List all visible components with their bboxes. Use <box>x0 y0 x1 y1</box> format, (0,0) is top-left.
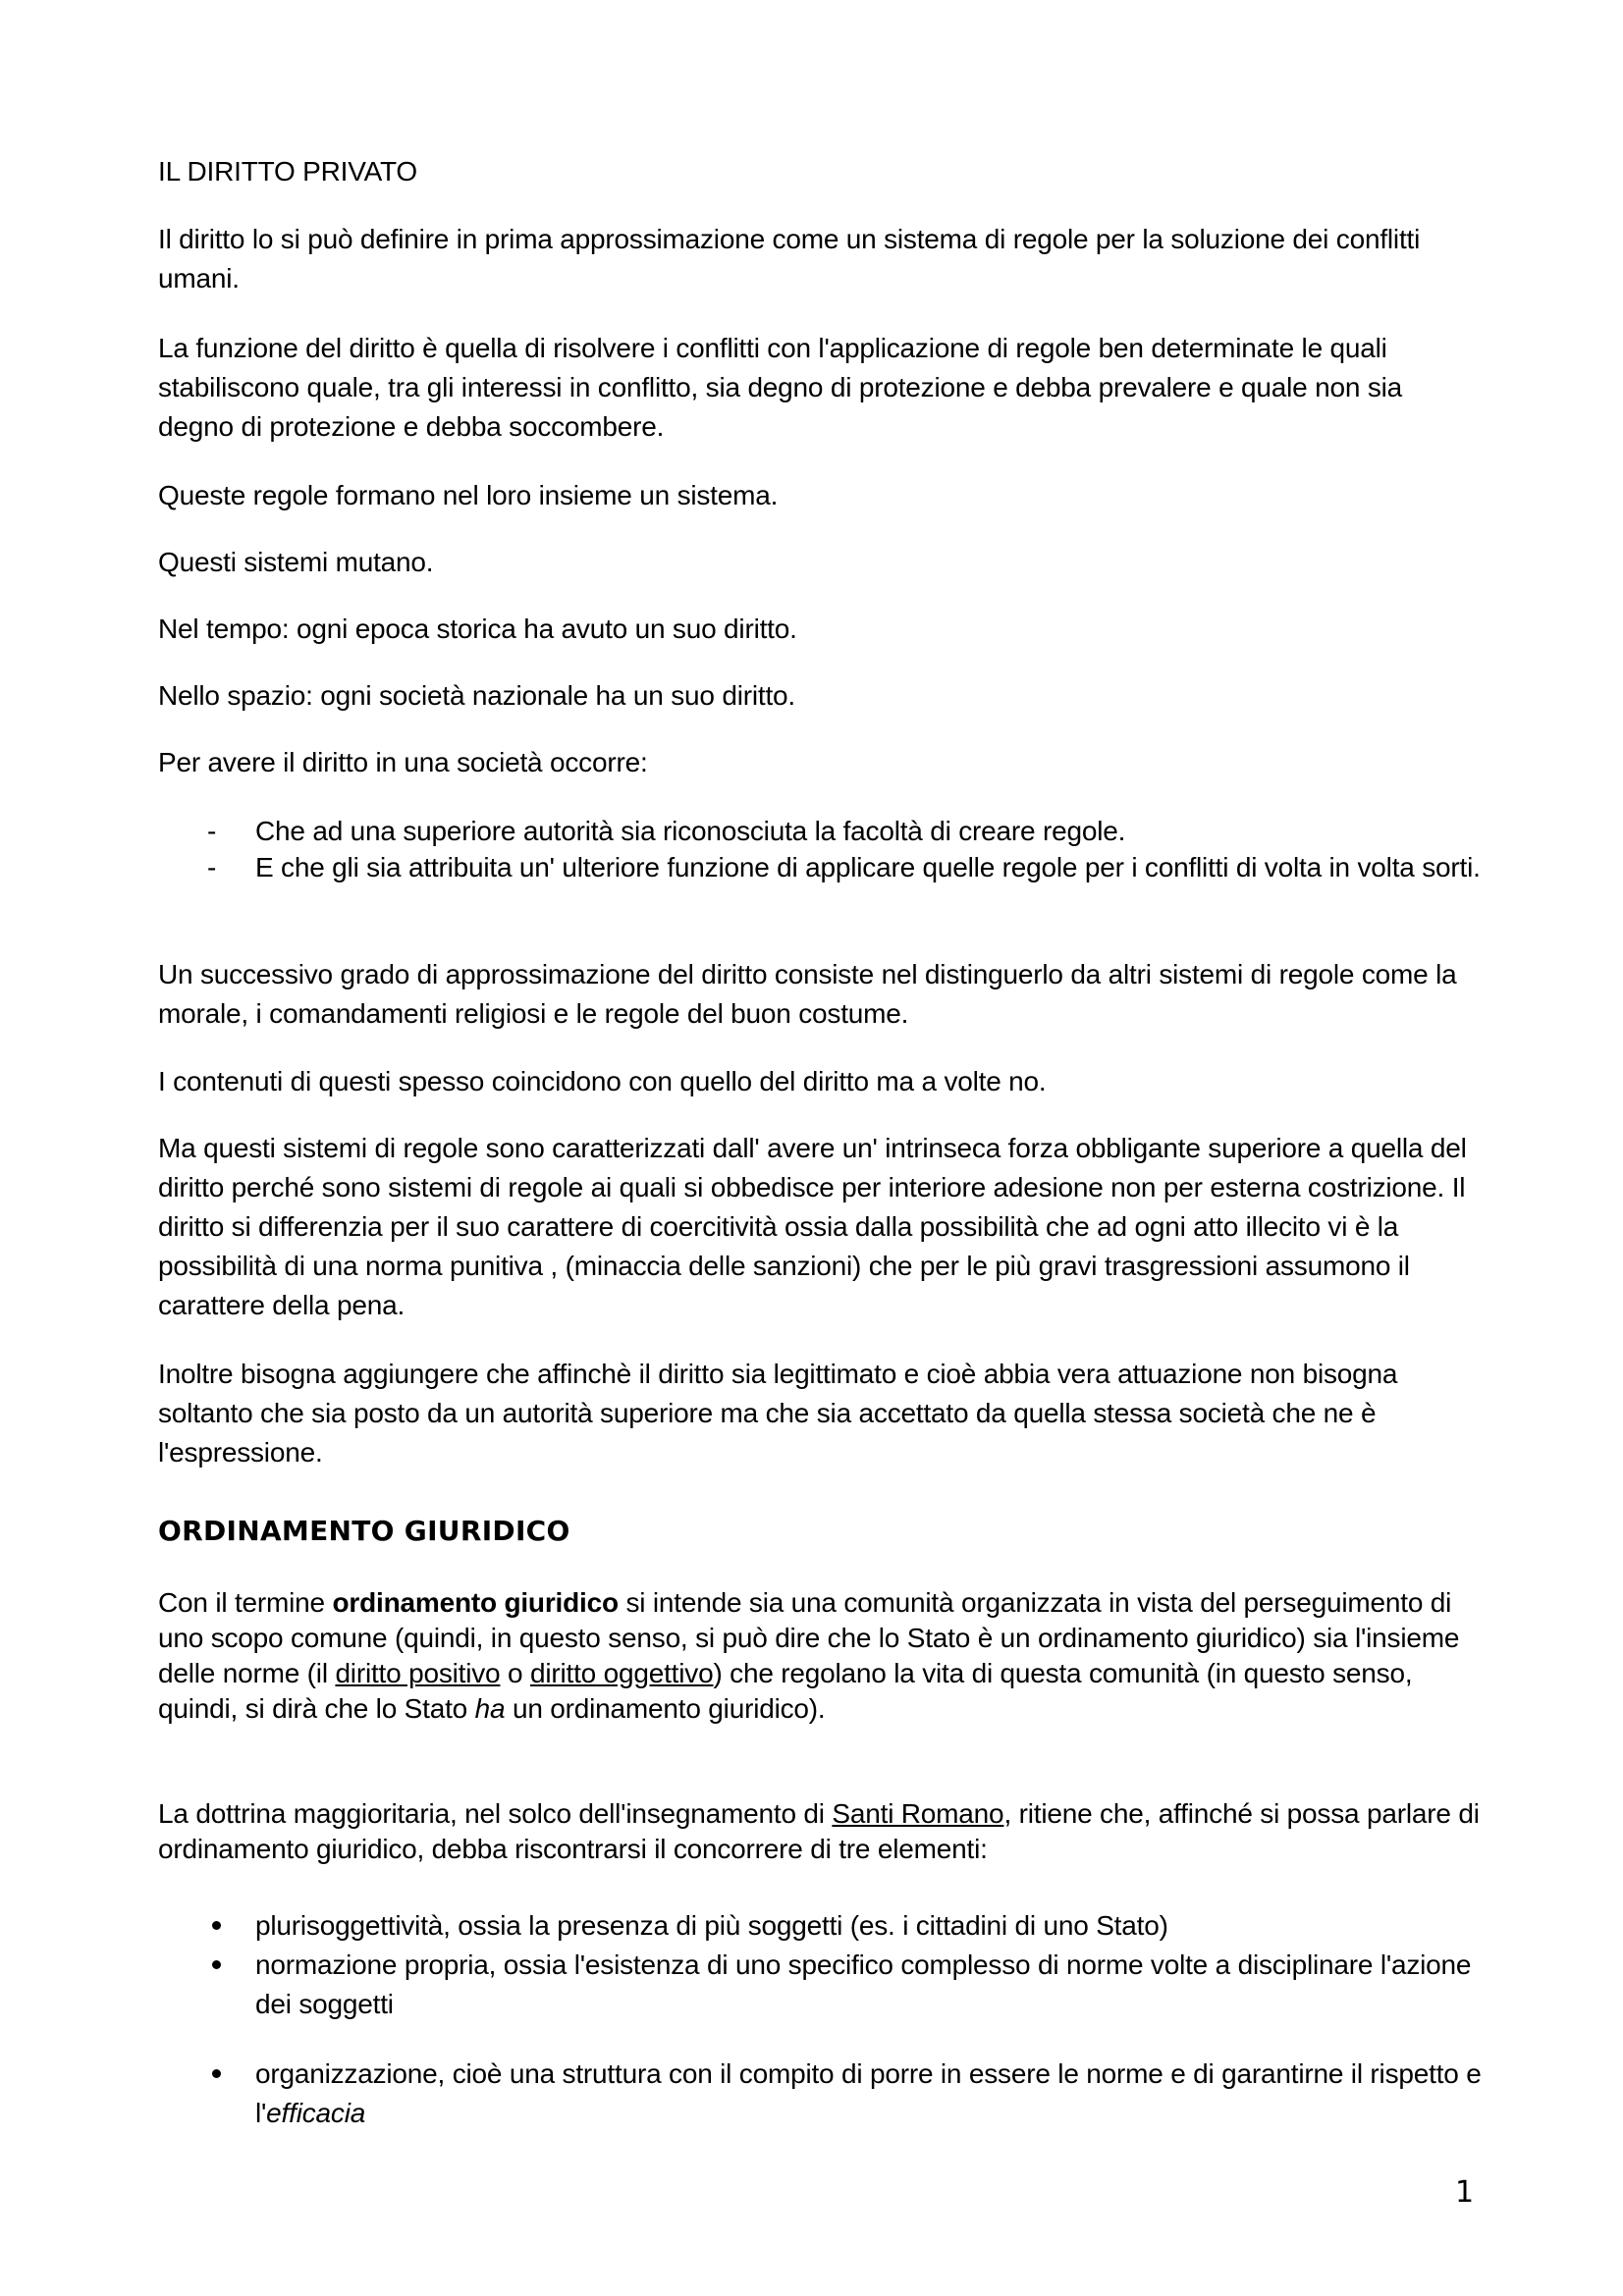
list-item-text: E che gli sia attribuita un' ulteriore funzione di applicare quelle regole per i conflitti di volta in volta sorti. <box>255 852 1481 882</box>
list-item <box>158 1946 1484 2024</box>
paragraph-requirements: Per avere il diritto in una società occorre: <box>158 747 648 777</box>
bullet-icon <box>212 1960 221 1969</box>
bold-term: ordinamento giuridico <box>332 1587 619 1618</box>
list-item <box>158 848 1484 887</box>
page-number: 1 <box>1455 2175 1475 2210</box>
list-item <box>158 2055 1484 2133</box>
list-item-text: normazione propria, ossia l'esistenza di uno specifico complesso di norme volte a disciplinare l'azione dei soggetti <box>255 1949 1472 2019</box>
underlined-term: diritto oggettivo <box>529 1658 714 1688</box>
document-title: IL DIRITTO PRIVATO <box>158 156 417 187</box>
paragraph-time: Nel tempo: ogni epoca storica ha avuto un suo diritto. <box>158 614 797 644</box>
list-item <box>158 1906 1484 1946</box>
paragraph-change: Questi sistemi mutano. <box>158 547 434 577</box>
list-item-text: plurisoggettività, ossia la presenza di più soggetti (es. i cittadini di uno Stato) <box>255 1910 1168 1941</box>
paragraph-definition: Il diritto lo si può definire in prima approssimazione come un sistema di regole per la soluzione dei conflitti umani. <box>158 224 1421 294</box>
list-item-text: organizzazione, cioè una struttura con il compito di porre in essere le norme e di garantirne il rispetto e l'efficacia <box>255 2058 1482 2128</box>
bullet-icon <box>212 1921 221 1930</box>
list-item <box>158 812 1484 851</box>
paragraph-coercivity: Ma questi sistemi di regole sono caratterizzati dall' avere un' intrinseca forza obbligante superiore a quella del diritto perché sono sistemi di regole ai quali si obbedisce per interiore adesione non per esterna costrizione. Il diritto si differenzia per il suo carattere di coercitività ossia dalla possibilità che ad ogni atto illecito vi è la possibilità di una norma punitiva , (minaccia delle sanzioni) che per le più gravi trasgressioni assumono il carattere della pena. <box>158 1133 1467 1320</box>
italic-term: ha <box>474 1693 506 1724</box>
underlined-term: diritto positivo <box>335 1658 501 1688</box>
paragraph-approximation: Un successivo grado di approssimazione del diritto consiste nel distinguerlo da altri sistemi di regole come la morale, i comandamenti religiosi e le regole del buon costume. <box>158 959 1457 1029</box>
paragraph-function: La funzione del diritto è quella di risolvere i conflitti con l'applicazione di regole ben determinate le quali stabiliscono quale, tra gli interessi in conflitto, sia degno di protezione e debba prevalere e quale non sia degno di protezione e debba soccombere. <box>158 333 1403 442</box>
paragraph-contents: I contenuti di questi spesso coincidono con quello del diritto ma a volte no. <box>158 1066 1047 1096</box>
dash-marker: - <box>207 816 217 846</box>
underlined-name: Santi Romano <box>832 1798 1004 1829</box>
paragraph-system: Queste regole formano nel loro insieme un sistema. <box>158 480 779 510</box>
italic-term: efficacia <box>266 2098 366 2128</box>
paragraph-legitimacy: Inoltre bisogna aggiungere che affinchè il diritto sia legittimato e cioè abbia vera attuazione non bisogna soltanto che sia posto da un autorità superiore ma che sia accettato da quella stessa società che ne è l'espressione. <box>158 1359 1398 1468</box>
bullet-icon <box>212 2069 221 2078</box>
paragraph-ordinamento: Con il termine ordinamento giuridico si intende sia una comunità organizzata in vista del perseguimento di uno scopo comune (quindi, in questo senso, si può dire che lo Stato è un ordinamento giuridico) sia l'insieme delle norme (il diritto positivo o diritto oggettivo) che regolano la vita di questa comunità (in questo senso, quindi, si dirà che lo Stato ha un ordinamento giuridico). <box>158 1587 1460 1724</box>
paragraph-doctrine: La dottrina maggioritaria, nel solco dell'insegnamento di Santi Romano, ritiene che, affinché si possa parlare di ordinamento giuridico, debba riscontrarsi il concorrere di tre elementi: <box>158 1798 1480 1864</box>
section-heading: ORDINAMENTO GIURIDICO <box>158 1515 570 1547</box>
list-item-text: Che ad una superiore autorità sia riconosciuta la facoltà di creare regole. <box>255 816 1126 846</box>
paragraph-space: Nello spazio: ogni società nazionale ha un suo diritto. <box>158 680 795 711</box>
dash-marker: - <box>207 852 217 882</box>
